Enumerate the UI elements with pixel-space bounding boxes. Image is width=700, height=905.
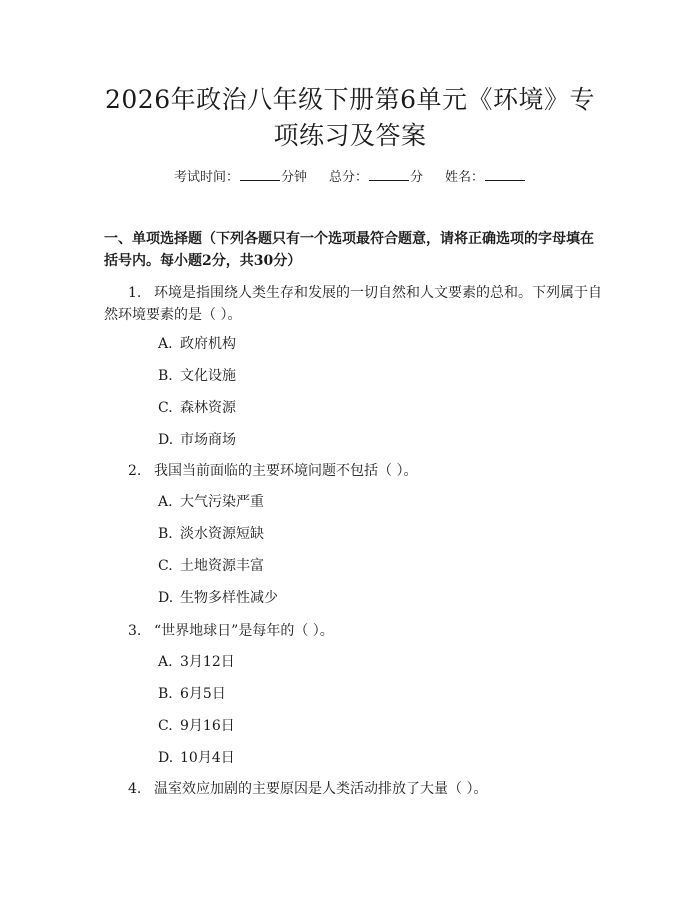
question-3: [104, 620, 604, 642]
question-number: 4.: [128, 781, 142, 797]
option-1a[interactable]: [158, 334, 236, 354]
question-2: [104, 460, 604, 482]
total-score-label: 总分：: [328, 170, 368, 185]
option-text: 大气污染严重: [180, 494, 264, 510]
option-letter: B.: [158, 686, 173, 702]
total-score-field: [329, 170, 423, 185]
student-name-label: 姓名：: [445, 170, 485, 185]
exam-time-blank[interactable]: [240, 168, 280, 181]
student-name-field: [445, 170, 526, 185]
option-letter: D.: [158, 590, 174, 606]
option-text: 9月16日: [180, 718, 235, 734]
question-1: [104, 282, 604, 326]
option-text: 市场商场: [180, 432, 236, 448]
exam-time-unit: 分钟: [280, 170, 307, 185]
option-3b[interactable]: [158, 684, 226, 704]
option-3a[interactable]: [158, 652, 235, 672]
option-text: 生物多样性减少: [180, 590, 278, 606]
option-letter: D.: [158, 750, 174, 766]
option-3c[interactable]: [158, 716, 235, 736]
student-name-blank[interactable]: [485, 168, 525, 181]
question-text: 温室效应加剧的主要原因是人类活动排放了大量（ ）。: [154, 781, 488, 797]
option-3d[interactable]: [158, 748, 235, 768]
page-title-line2: 项练习及答案: [273, 121, 427, 150]
option-2d[interactable]: [158, 588, 278, 608]
option-text: 10月4日: [180, 750, 235, 766]
option-letter: B.: [158, 526, 173, 542]
option-letter: A.: [158, 494, 173, 510]
option-letter: A.: [158, 654, 173, 670]
option-text: 森林资源: [180, 400, 236, 416]
exam-time-label: 考试时间：: [173, 170, 239, 185]
option-text: 政府机构: [180, 336, 236, 352]
option-text: 3月12日: [180, 654, 235, 670]
option-letter: D.: [158, 432, 174, 448]
option-letter: A.: [158, 336, 173, 352]
exam-time-field: [174, 170, 307, 185]
option-1c[interactable]: [158, 398, 236, 418]
total-score-blank[interactable]: [369, 168, 409, 181]
question-text: 我国当前面临的主要环境问题不包括（ ）。: [154, 463, 418, 479]
question-text: “世界地球日”是每年的（ ）。: [154, 623, 334, 639]
option-letter: B.: [158, 368, 173, 384]
option-letter: C.: [158, 400, 173, 416]
question-4: [104, 778, 604, 800]
question-text: 环境是指围绕人类生存和发展的一切自然和人文要素的总和。下列属于自然环境要素的是（ ）。: [104, 285, 602, 323]
option-text: 6月5日: [180, 686, 226, 702]
question-number: 3.: [128, 623, 142, 639]
option-letter: C.: [158, 558, 173, 574]
option-text: 淡水资源短缺: [180, 526, 264, 542]
question-number: 2.: [128, 463, 142, 479]
page-title-line1: 2026年政治八年级下册第6单元《环境》专: [104, 85, 596, 114]
option-text: 土地资源丰富: [180, 558, 264, 574]
question-number: 1.: [128, 285, 142, 301]
section-heading: 一、单项选择题（下列各题只有一个选项最符合题意，请将正确选项的字母填在括号内。每小题2分，共30分）: [104, 231, 594, 269]
option-2a[interactable]: [158, 492, 264, 512]
option-letter: C.: [158, 718, 173, 734]
total-score-unit: 分: [410, 170, 424, 185]
option-1b[interactable]: [158, 366, 236, 386]
exam-info-row: [0, 168, 700, 188]
option-1d[interactable]: [158, 430, 236, 450]
option-2c[interactable]: [158, 556, 264, 576]
option-text: 文化设施: [180, 368, 236, 384]
option-2b[interactable]: [158, 524, 264, 544]
